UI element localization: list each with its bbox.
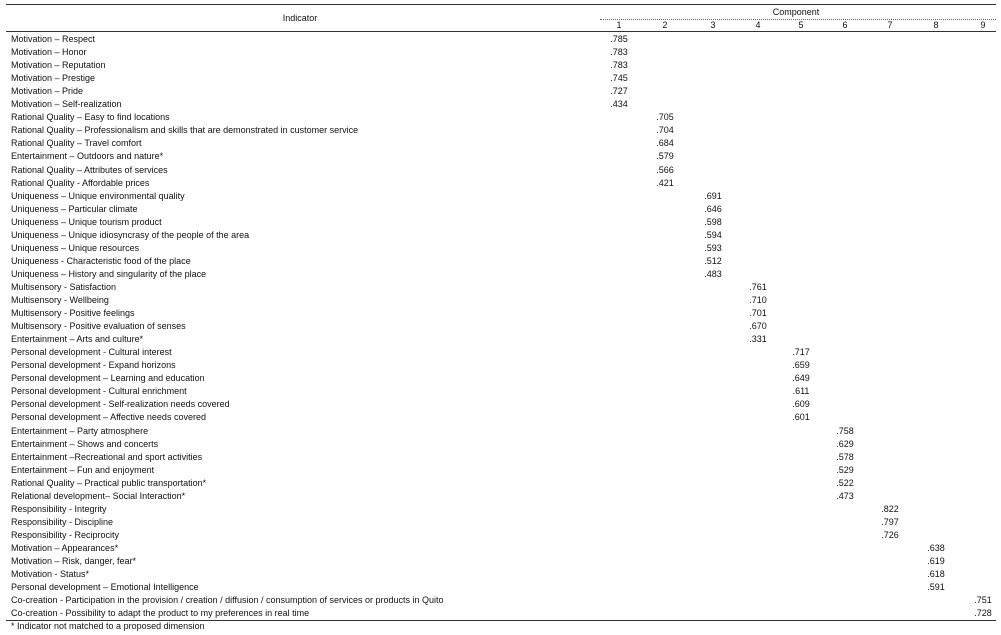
loading-value-component-5: .609: [792, 399, 810, 410]
table-row: [0, 516, 1001, 529]
loading-value-component-4: .331: [749, 334, 767, 345]
component-number-3: 3: [710, 20, 716, 30]
table-row: [0, 385, 1001, 398]
indicator-label: Motivation - Status*: [11, 569, 90, 580]
indicator-label: Personal development - Self-realization needs covered: [11, 399, 230, 410]
loading-value-component-8: .619: [927, 556, 945, 566]
loading-value-component-9: .751: [974, 595, 992, 606]
loading-value-component-4: .670: [749, 321, 767, 332]
loading-value-component-6: .578: [836, 451, 854, 462]
loading-value-component-8: .638: [927, 542, 945, 553]
table-row: [0, 281, 1001, 294]
indicator-label: Motivation – Pride: [11, 86, 84, 97]
table-row: [0, 490, 1001, 503]
loading-value-component-2: .705: [656, 112, 674, 123]
header-rule: [6, 31, 996, 32]
loading-value-component-5: .659: [792, 360, 810, 371]
table-row: [0, 464, 1001, 477]
indicator-label: Rational Quality – Attributes of services: [11, 164, 168, 175]
loading-value-component-4: .761: [749, 281, 767, 292]
table-row: [0, 177, 1001, 190]
loading-value-component-3: .594: [704, 229, 722, 240]
component-number-4: 4: [755, 20, 761, 30]
loading-value-component-1: .727: [610, 86, 628, 97]
table-row: [0, 346, 1001, 359]
indicator-label: Motivation – Prestige: [11, 73, 96, 84]
indicator-label: Multisensory - Positive feelings: [11, 308, 135, 319]
table-row: [0, 190, 1001, 203]
loading-value-component-9: .728: [974, 608, 992, 619]
table-row: [0, 398, 1001, 411]
indicator-label: Co-creation - Possibility to adapt the product to my preferences in real time: [11, 608, 310, 619]
top-rule: [6, 4, 996, 5]
indicator-label: Personal development – Learning and education: [11, 373, 205, 384]
loading-value-component-2: .566: [656, 164, 674, 175]
table-row: [0, 438, 1001, 451]
table-row: [0, 46, 1001, 59]
component-number-8: 8: [933, 20, 939, 30]
loading-value-component-8: .591: [927, 582, 945, 593]
loading-value-component-4: .710: [749, 295, 767, 305]
indicator-label: Motivation – Honor: [11, 47, 87, 58]
table-row: [0, 411, 1001, 424]
indicator-label: Entertainment – Fun and enjoyment: [11, 464, 155, 475]
component-number-5: 5: [798, 20, 804, 30]
table-row: [0, 33, 1001, 46]
indicator-label: Entertainment – Party atmosphere: [11, 425, 149, 436]
indicator-label: Motivation – Self-realization: [11, 99, 122, 110]
loading-value-component-6: .529: [836, 464, 854, 475]
table-row: [0, 594, 1001, 607]
indicator-label: Rational Quality – Easy to find locations: [11, 112, 170, 123]
loading-value-component-3: .646: [704, 203, 722, 214]
loading-value-component-6: .758: [836, 425, 854, 436]
loading-value-component-3: .483: [704, 268, 722, 279]
table-row: [0, 451, 1001, 464]
table-row: [0, 581, 1001, 594]
loading-value-component-5: .649: [792, 373, 810, 384]
table-row: [0, 124, 1001, 137]
loading-value-component-7: .822: [881, 503, 899, 514]
loading-value-component-2: .684: [656, 138, 674, 149]
indicator-label: Personal development - Cultural interest: [11, 347, 172, 358]
loading-value-component-2: .579: [656, 151, 674, 162]
loading-value-component-5: .717: [792, 347, 810, 358]
table-caption: [12, 0, 332, 2]
table-row: [0, 607, 1001, 620]
loading-value-component-1: .783: [610, 47, 628, 58]
indicator-label: Personal development – Affective needs covered: [11, 412, 206, 423]
indicator-label: Multisensory - Wellbeing: [11, 295, 109, 305]
indicator-label: Uniqueness – History and singularity of the place: [11, 268, 207, 279]
indicator-label: Uniqueness – Unique resources: [11, 242, 140, 253]
indicator-label: Multisensory - Positive evaluation of senses: [11, 321, 186, 332]
loading-value-component-1: .785: [610, 34, 628, 44]
table-row: [0, 111, 1001, 124]
indicator-label: Motivation – Respect: [11, 34, 96, 44]
table-row: [0, 242, 1001, 255]
table-row: [0, 255, 1001, 268]
indicator-label: Personal development - Cultural enrichment: [11, 386, 187, 397]
table-row: [0, 229, 1001, 242]
component-number-6: 6: [842, 20, 848, 30]
table-row: [0, 59, 1001, 72]
table-row: [0, 359, 1001, 372]
table-row: [0, 333, 1001, 346]
loading-value-component-1: .745: [610, 73, 628, 84]
indicator-label: Motivation – Risk, danger, fear*: [11, 556, 137, 566]
table-footnote: * Indicator not matched to a proposed dimension: [11, 621, 205, 631]
loading-value-component-6: .629: [836, 438, 854, 449]
table-row: [0, 503, 1001, 516]
table-row: [0, 529, 1001, 542]
indicator-label: Entertainment – Outdoors and nature*: [11, 151, 164, 162]
indicator-label: Rational Quality – Travel comfort: [11, 138, 142, 149]
indicator-label: Co-creation - Participation in the provision / creation / diffusion / consumption of services or products in Quito: [11, 595, 444, 606]
indicator-label: Uniqueness – Unique tourism product: [11, 216, 162, 227]
indicator-label: Entertainment –Recreational and sport activities: [11, 451, 203, 462]
loading-value-component-7: .797: [881, 516, 899, 527]
loading-value-component-2: .704: [656, 125, 674, 136]
loading-value-component-6: .473: [836, 490, 854, 501]
loading-value-component-2: .421: [656, 177, 674, 188]
table-row: [0, 542, 1001, 555]
component-number-7: 7: [887, 20, 893, 30]
indicator-label: Uniqueness – Unique environmental quality: [11, 190, 185, 201]
component-number-2: 2: [662, 20, 668, 30]
loading-value-component-8: .618: [927, 569, 945, 580]
table-row: [0, 85, 1001, 98]
loading-value-component-3: .598: [704, 216, 722, 227]
component-number-1: 1: [616, 20, 622, 30]
table-row: [0, 568, 1001, 581]
table-row: [0, 203, 1001, 216]
indicator-label: Uniqueness – Particular climate: [11, 203, 138, 214]
indicator-label: Entertainment – Arts and culture*: [11, 334, 144, 345]
indicator-header: Indicator: [282, 13, 318, 23]
loading-value-component-3: .593: [704, 242, 722, 253]
table-row: [0, 72, 1001, 85]
loading-value-component-5: .601: [792, 412, 810, 423]
table-row: [0, 216, 1001, 229]
table-row: [0, 477, 1001, 490]
loading-value-component-7: .726: [881, 529, 899, 540]
component-number-9: 9: [980, 20, 986, 30]
indicator-label: Responsibility - Integrity: [11, 503, 107, 514]
indicator-label: Rational Quality – Professionalism and skills that are demonstrated in customer service: [11, 125, 359, 136]
loading-value-component-1: .434: [610, 99, 628, 110]
indicator-label: Uniqueness - Characteristic food of the place: [11, 255, 191, 266]
table-row: [0, 137, 1001, 150]
table-row: [0, 555, 1001, 568]
table-row: [0, 268, 1001, 281]
indicator-label: Motivation – Reputation: [11, 60, 106, 71]
loading-value-component-1: .783: [610, 60, 628, 71]
indicator-label: Personal development - Expand horizons: [11, 360, 176, 371]
table-row: [0, 294, 1001, 307]
indicator-label: Personal development – Emotional Intelligence: [11, 582, 199, 593]
indicator-label: Responsibility - Reciprocity: [11, 529, 120, 540]
table-row: [0, 320, 1001, 333]
loading-value-component-4: .701: [749, 308, 767, 319]
table-row: [0, 164, 1001, 177]
indicator-label: Entertainment – Shows and concerts: [11, 438, 159, 449]
indicator-label: Rational Quality – Practical public transportation*: [11, 477, 207, 488]
indicator-label: Rational Quality - Affordable prices: [11, 177, 150, 188]
loading-value-component-3: .512: [704, 255, 722, 266]
table-row: [0, 425, 1001, 438]
indicator-label: Uniqueness – Unique idiosyncrasy of the people of the area: [11, 229, 250, 240]
loading-value-component-6: .522: [836, 477, 854, 488]
indicator-label: Motivation – Appearances*: [11, 542, 119, 553]
table-row: [0, 150, 1001, 163]
indicator-label: Multisensory - Satisfaction: [11, 281, 117, 292]
table-row: [0, 307, 1001, 320]
loading-value-component-3: .691: [704, 190, 722, 201]
component-header: Component: [772, 7, 820, 17]
indicator-label: Relational development– Social Interaction*: [11, 490, 186, 501]
loading-value-component-5: .611: [792, 386, 810, 397]
indicator-label: Responsibility - Discipline: [11, 516, 114, 527]
table-row: [0, 98, 1001, 111]
table-row: [0, 372, 1001, 385]
